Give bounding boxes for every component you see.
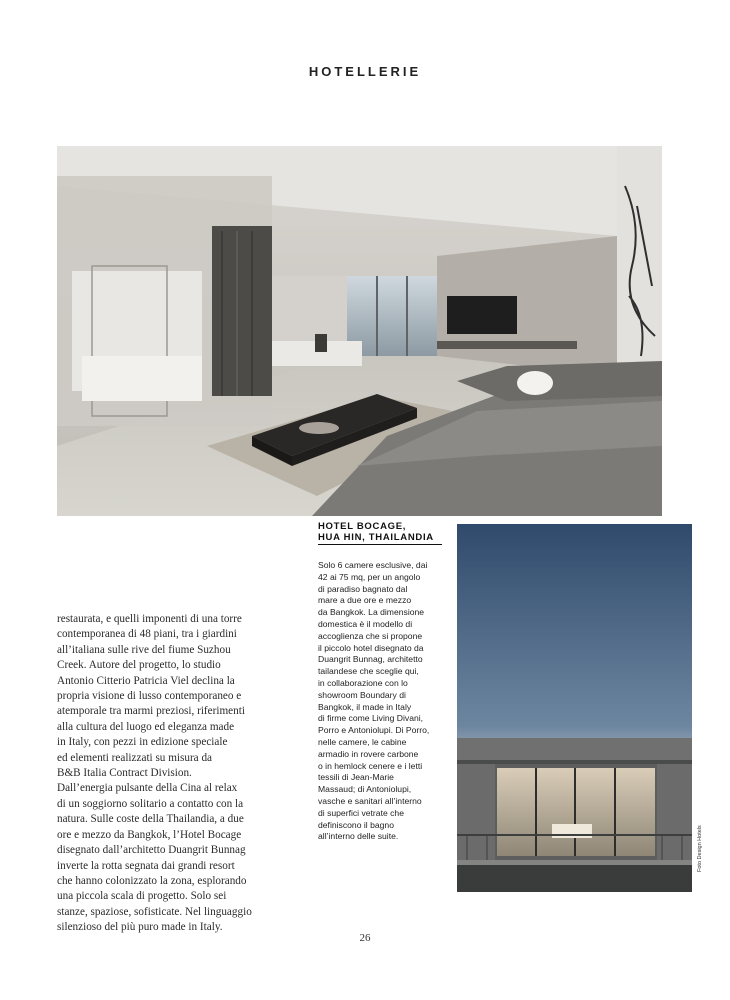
caption-line: accoglienza che si propone <box>318 630 423 641</box>
caption-line: armadio in rovere carbone <box>318 748 419 759</box>
caption-line: Solo 6 camere esclusive, dai <box>318 560 428 570</box>
caption-line: di superfici vetrate che <box>318 807 404 818</box>
article-line: atemporale tra marmi preziosi, riferimenti <box>57 705 245 718</box>
caption-line: showroom Boundary di <box>318 689 406 700</box>
caption-line: domestica è il modello di <box>318 618 413 629</box>
article-line: in Italy, con pezzi in edizione speciale <box>57 736 228 749</box>
caption-body <box>318 560 453 843</box>
hero-photo <box>57 146 662 516</box>
caption-title <box>318 521 450 543</box>
caption-line: nelle camere, le cabine <box>318 736 407 747</box>
article-line: disegnato dall’architetto Duangrit Bunnag <box>57 844 246 857</box>
caption-line: tailandese che sceglie qui, <box>318 666 419 677</box>
caption-line: da Bangkok. La dimensione <box>318 607 425 618</box>
caption-line: Massaud; di Antoniolupi, <box>318 784 412 795</box>
article-line: restaurata, e quelli imponenti di una torre <box>57 613 242 625</box>
article-body <box>57 612 312 936</box>
article-line: Antonio Citterio Patricia Viel declina la <box>57 674 235 687</box>
caption-line: di paradiso bagnato dal <box>318 583 408 594</box>
caption-line: o in hemlock cenere e i letti <box>318 760 423 771</box>
photo-credit: Foto Design Hotels <box>697 825 703 872</box>
caption-title-line: HUA HIN, THAILANDIA <box>318 532 434 543</box>
article-line: ore e mezzo da Bangkok, l’Hotel Bocage <box>57 828 242 841</box>
caption-line: Duangrit Bunnag, architetto <box>318 654 423 665</box>
caption-title-line: HOTEL BOCAGE, <box>318 521 407 532</box>
article-line: di un soggiorno solitario a contatto con la <box>57 797 244 810</box>
caption-line: il piccolo hotel disegnato da <box>318 642 424 653</box>
caption-line: tessili di Jean-Marie <box>318 772 394 783</box>
article-line: B&B Italia Contract Division. <box>57 767 192 780</box>
article-line: ed elementi realizzati su misura da <box>57 751 213 764</box>
article-line: alla cultura del luogo ed eleganza made <box>57 720 235 733</box>
article-line: Creek. Autore del progetto, lo studio <box>57 659 221 672</box>
side-photo <box>457 524 692 892</box>
caption-underline <box>318 544 442 545</box>
article-line: propria visione di lusso contemporaneo e <box>57 690 242 703</box>
caption-line: 42 ai 75 mq, per un angolo <box>318 571 421 582</box>
caption-line: vasche e sanitari all’interno <box>318 795 422 806</box>
page-number: 26 <box>359 932 371 944</box>
caption-line: definiscono il bagno <box>318 819 394 830</box>
article-line: Dall’energia pulsante della Cina al relax <box>57 782 238 795</box>
article-line: stanze, spaziose, sofisticate. Nel linguaggio <box>57 905 252 918</box>
article-line: silenzioso del più puro made in Italy. <box>57 921 223 934</box>
article-line: una piccola scala di progetto. Solo sei <box>57 890 227 903</box>
article-line: contemporanea di 48 piani, tra i giardini <box>57 628 237 641</box>
article-line: inverte la rotta segnata dai grandi resort <box>57 859 235 872</box>
article-line: all’italiana sulle rive del fiume Suzhou <box>57 643 231 656</box>
caption-line: mare a due ore e mezzo <box>318 595 412 606</box>
article-line: che hanno colonizzato la zona, esplorando <box>57 874 247 887</box>
caption-line: Porro e Antoniolupi. Di Porro, <box>318 725 430 736</box>
section-title: HOTELLERIE <box>308 64 422 79</box>
article-line: natura. Sulle coste della Thailandia, a due <box>57 813 244 826</box>
caption-line: di firme come Living Divani, <box>318 713 424 724</box>
caption-line: all’interno delle suite. <box>318 831 399 842</box>
caption-line: Bangkok, il made in Italy <box>318 701 412 712</box>
caption-line: in collaborazione con lo <box>318 677 408 688</box>
